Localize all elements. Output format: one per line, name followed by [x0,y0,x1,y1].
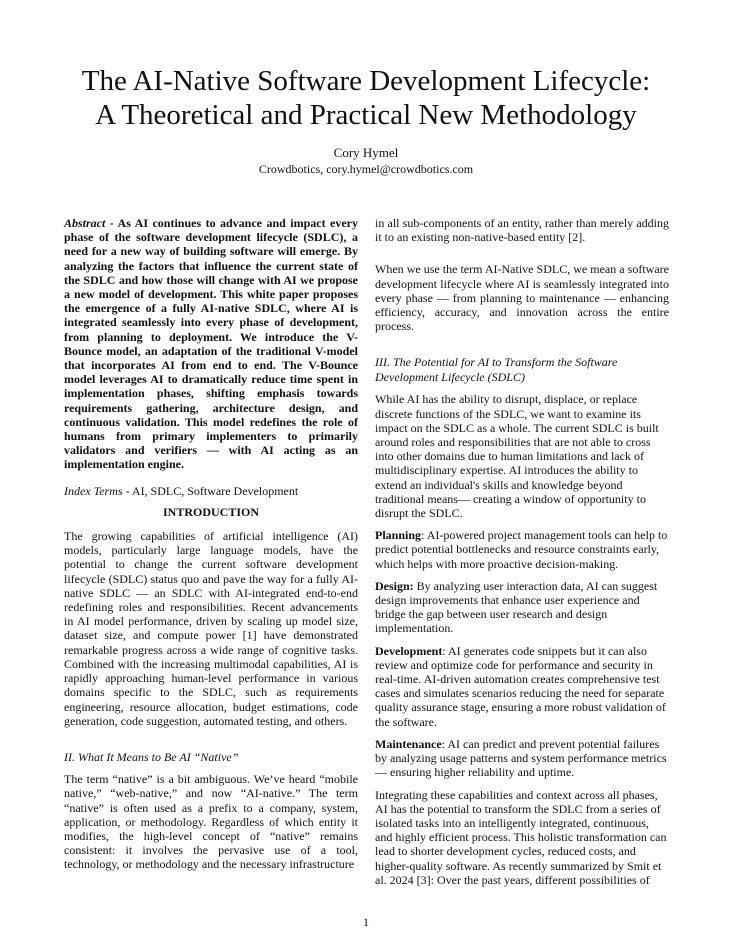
introduction-heading: INTRODUCTION [162,504,259,519]
design-text: By analyzing user interaction data, AI can suggest design improvements that enhance user experience and bridge the gap between user research and design implementation. [375,578,658,636]
index-terms [64,484,358,498]
title-line-1: The AI-Native Software Development Lifecycle: [81,65,651,97]
development-text: AI generates code snippets but it can also review and optimize code for performance and security in real-time. AI-driven automation creates comprehensive test cases and simulates scenarios reducing the need for separate quality assurance stage, ensuring a more robust validation of the software. [375,643,666,729]
design-item [375,579,669,636]
development-item [375,644,669,729]
author-affiliation: Crowdbotics, cory.hymel@crowdbotics.com [258,162,474,176]
planning-text: AI-powered project management tools can help to predict potential bottlenecks and resource constraints early, which helps with more proactive decision-making. [375,528,668,571]
paper-title [0,64,732,132]
section-2-heading: II. What It Means to Be AI “Native” [64,749,239,764]
section-2-paragraph-2: When we use the term AI-Native SDLC, we mean a software development lifecycle where AI is seamlessly integrated into every phase — from planning to maintenance — enhancing efficiency, accuracy, and innovation across the entire process. [375,262,669,334]
development-separator: : [442,643,446,658]
abstract-text: As AI continues to advance and impact every phase of the software development lifecycle (SDLC), a need for a new way of building software will emerge. By analyzing the factors that influence the current state of the SDLC and how those will change with AI we propose a new model of development. This white paper proposes the emergence of a fully AI-native SDLC, where AI is integrated seamlessly into every phase of development, from planning to deployment. We introduce the V-Bounce model, an adaptation of the traditional V-model that incorporates AI from end to end. The V-Bounce model leverages AI to dramatically reduce time spent in implementation phases, shifting emphasis towards requirements gathering, architecture design, and continuous validation. This model redefines the role of humans from primary implementers to primarily validators and verifiers — with AI acting as an implementation engine. [64,216,358,472]
maintenance-text: AI can predict and prevent potential failures by analyzing usage patterns and system performance metrics — ensuring higher reliability and uptime. [375,736,667,780]
right-column [375,216,669,887]
abstract-label: Abstract - [64,216,114,230]
section-3-intro: While AI has the ability to disrupt, displace, or replace discrete functions of the SDLC, we want to examine its impact on the SDLC as a whole. The current SDLC is built around roles and responsibilities that are not able to cross into other domains due to human limitations and lack of multidisciplinary expertise. AI introduces the ability to extend an individual's skills and knowledge beyond traditional means— creating a window of opportunity to disrupt the SDLC. [375,392,659,521]
maintenance-separator: : [441,736,445,751]
left-column [64,216,358,872]
title-line-2: A Theoretical and Practical New Methodology [95,99,637,131]
planning-label: Planning [375,528,422,543]
section-2-paragraph-1-end: in all sub-components of an entity, rather than merely adding it to an existing non-native-based entity [2]. [375,216,669,245]
author-name: Cory Hymel [333,145,399,160]
index-terms-label: Index Terms [64,483,123,498]
planning-item [375,528,669,571]
maintenance-item [375,737,669,780]
maintenance-label: Maintenance [375,736,442,751]
page-number: 1 [363,915,369,929]
section-2-paragraph-1-start: The term “native” is a bit ambiguous. We’ve heard “mobile native,” “web-native,” and now “AI-native.” The term “native” is often used as a prefix to a company, system, application, or methodology. Regardless of which entity it modifies, the high-level concept of “native” remains consistent: it involves the pervasive use of a tool, technology, or methodology and the necessary infrastructure [64,772,358,872]
planning-separator: : [421,528,425,543]
introduction-paragraph: The growing capabilities of artificial intelligence (AI) models, particularly large language models, have the potential to change the current software development lifecycle (SDLC) status quo and pave the way for a fully AI-native SDLC — an SDLC with AI-integrated end-to-end redefining roles and responsibilities. Recent advancements in AI model performance, driven by scaling up model size, dataset size, and compute power [1] have demonstrated remarkable progress across a wide range of cognitive tasks. Combined with the increasing multimodal capabilities, AI is rapidly approaching human-level performance in various domains specific to the SDLC, such as requirements engineering, resource allocation, budget estimations, code generation, code suggestion, automated testing, and others. [64,529,358,728]
index-terms-text: - AI, SDLC, Software Development [122,483,299,498]
abstract [64,216,358,472]
section-3-closing: Integrating these capabilities and context across all phases, AI has the potential to transform the SDLC from a series of isolated tasks into an intelligently integrated, continuous, and highly efficient process. This holistic transformation can lead to shorter development cycles, reduced costs, and higher-quality software. As recently summarized by Smit et al. 2024 [3]: Over the past years, different possibilities of [375,787,667,887]
design-label: Design: [375,578,414,593]
section-3-heading: III. The Potential for AI to Transform the Software Development Lifecycle (SDLC) [375,355,618,385]
development-label: Development [375,643,443,658]
